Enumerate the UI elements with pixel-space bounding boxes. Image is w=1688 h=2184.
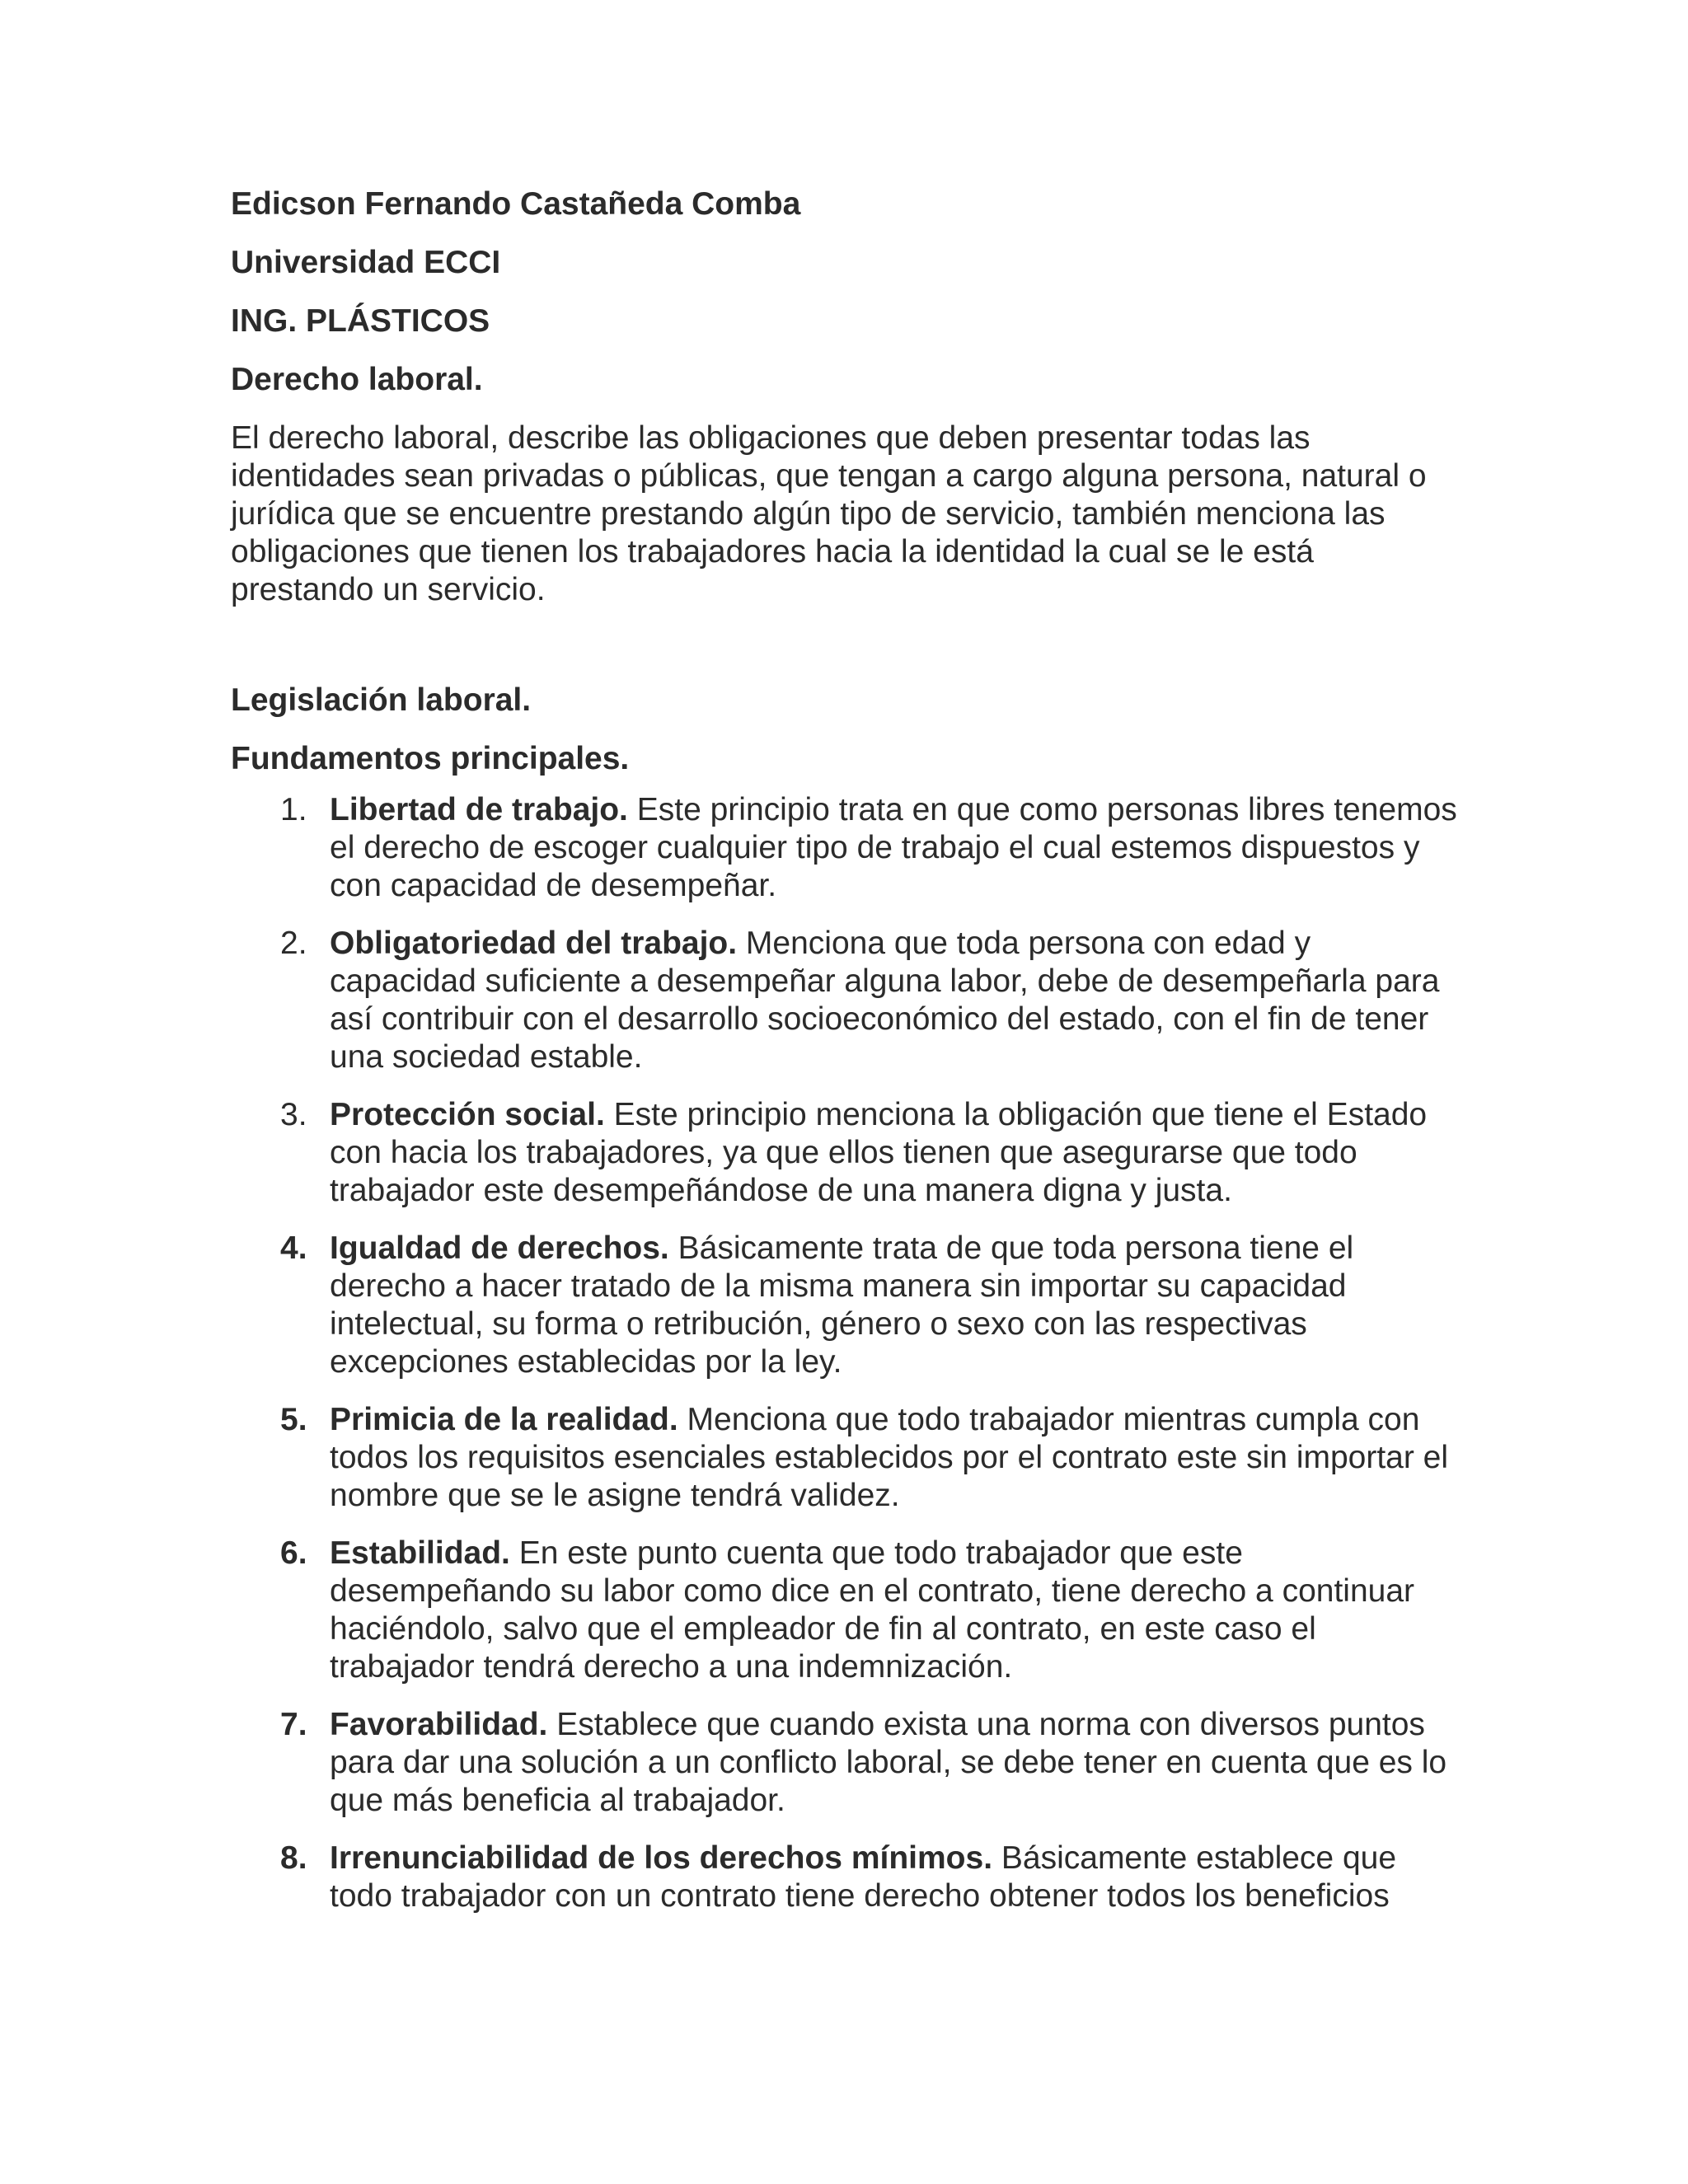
list-item-number: 5. [280, 1402, 307, 1437]
list-item-number: 6. [280, 1535, 307, 1571]
list-item-number: 4. [280, 1230, 307, 1266]
list-item [231, 1706, 1459, 1820]
list-item-number: 8. [280, 1840, 307, 1876]
principle-term: Irrenunciabilidad de los derechos mínimos. [330, 1840, 993, 1876]
fundamentals-subtitle: Fundamentos principales. [231, 741, 630, 776]
intro-paragraph: El derecho laboral, describe las obligaciones que deben presentar todas las identidades sean privadas o públicas, que tengan a cargo alguna persona, natural o jurídica que se encuentre prestando algún tipo de servicio, también menciona las obligaciones que tienen los trabajadores hacia la identidad la cual se le está prestando un servicio. [231, 420, 1427, 607]
program-name: ING. PLÁSTICOS [231, 303, 490, 339]
principle-term: Igualdad de derechos. [330, 1230, 669, 1266]
principle-term: Favorabilidad. [330, 1707, 548, 1742]
principle-term: Estabilidad. [330, 1535, 510, 1571]
list-item [231, 1401, 1459, 1515]
principles-list [231, 791, 1459, 1915]
principle-text: En este punto cuenta que todo trabajador que este desempeñando su labor como dice en el contrato, tiene derecho a continuar haciéndolo, salvo que el empleador de fin al contrato, en este caso el trabajador tendrá derecho a una indemnización. [330, 1535, 1415, 1685]
principle-text: Básicamente trata de que toda persona tiene el derecho a hacer tratado de la misma manera sin importar su capacidad intelectual, su forma o retribución, género o sexo con las respectivas excepciones establecidas por la ley. [330, 1230, 1354, 1380]
list-item-number: 2. [280, 926, 307, 961]
principle-text: Menciona que toda persona con edad y capacidad suficiente a desempeñar alguna labor, debe de desempeñarla para así contribuir con el desarrollo socioeconómico del estado, con el fin de tener una sociedad estable. [330, 926, 1440, 1075]
principle-text: Básicamente establece que todo trabajador con un contrato tiene derecho obtener todos los beneficios [330, 1840, 1397, 1914]
list-item [231, 1535, 1459, 1686]
section-spacer [231, 609, 1459, 682]
list-item [231, 1840, 1459, 1915]
principle-text: Menciona que todo trabajador mientras cumpla con todos los requisitos esenciales establecidos por el contrato este sin importar el nombre que se le asigne tendrá validez. [330, 1402, 1449, 1513]
principle-term: Protección social. [330, 1097, 605, 1132]
subject-title: Derecho laboral. [231, 362, 483, 397]
principle-text: Establece que cuando exista una norma con diversos puntos para dar una solución a un conflicto laboral, se debe tener en cuenta que es lo que más beneficia al trabajador. [330, 1707, 1447, 1818]
list-item-number: 3. [280, 1097, 307, 1132]
university-name: Universidad ECCI [231, 245, 501, 280]
list-item-number: 7. [280, 1707, 307, 1742]
principle-term: Obligatoriedad del trabajo. [330, 926, 738, 961]
principle-text: Este principio trata en que como personas libres tenemos el derecho de escoger cualquier tipo de trabajo el cual estemos dispuestos y con capacidad de desempeñar. [330, 792, 1457, 903]
document-page [231, 185, 1459, 1935]
list-item [231, 1230, 1459, 1381]
list-item [231, 1096, 1459, 1210]
principle-text: Este principio menciona la obligación que tiene el Estado con hacia los trabajadores, ya que ellos tienen que asegurarse que todo trabajador este desempeñándose de una manera digna y justa. [330, 1097, 1428, 1208]
principle-term: Primicia de la realidad. [330, 1402, 678, 1437]
author-name: Edicson Fernando Castañeda Comba [231, 186, 801, 222]
list-item [231, 791, 1459, 905]
list-item-number: 1. [280, 792, 307, 827]
principle-term: Libertad de trabajo. [330, 792, 628, 827]
legislation-title: Legislación laboral. [231, 682, 532, 718]
list-item [231, 925, 1459, 1076]
